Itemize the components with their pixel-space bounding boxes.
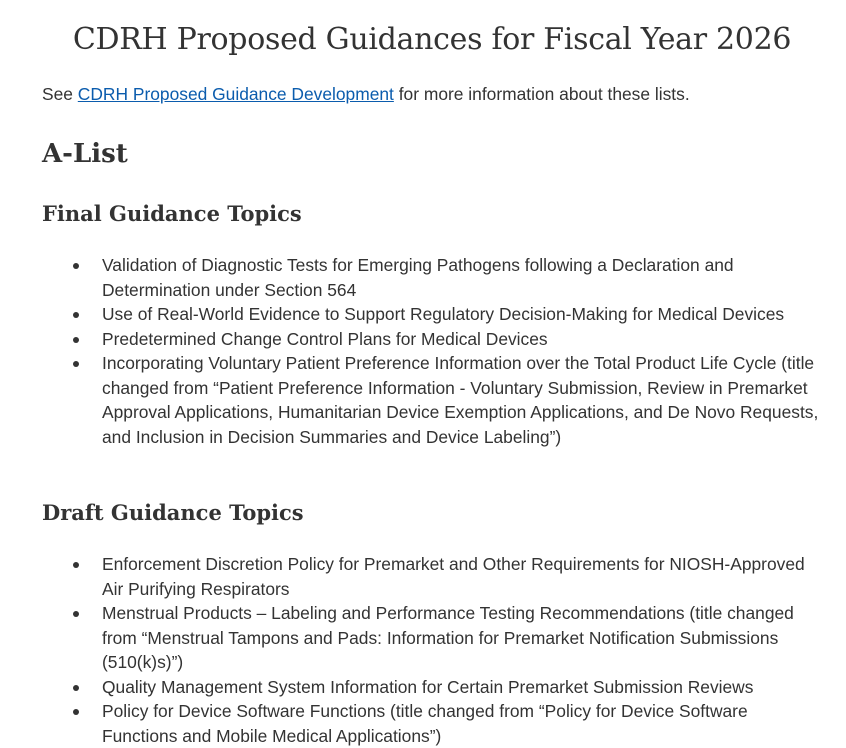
final-guidance-list	[0, 253, 846, 449]
bullet-icon	[73, 361, 79, 367]
intro-suffix: for more information about these lists.	[393, 84, 690, 104]
list-item-text: Validation of Diagnostic Tests for Emerging Pathogens following a Declaration and Determination under Section 564	[102, 255, 734, 300]
list-item	[0, 675, 846, 700]
intro-paragraph	[42, 82, 690, 106]
list-item	[0, 601, 846, 675]
list-item-text: Quality Management System Information for Certain Premarket Submission Reviews	[102, 676, 754, 697]
list-item-text: Use of Real-World Evidence to Support Regulatory Decision-Making for Medical Devices	[102, 304, 785, 324]
bullet-icon	[73, 685, 79, 691]
guidance-development-link[interactable]: CDRH Proposed Guidance Development	[77, 84, 394, 104]
list-item	[0, 351, 846, 449]
page-title: CDRH Proposed Guidances for Fiscal Year 2026	[72, 22, 792, 57]
draft-guidance-list	[0, 552, 846, 748]
list-item-text: Incorporating Voluntary Patient Preference Information over the Total Product Life Cycle (title changed from “Patient Preference Information - Voluntary Submission, Review in Premarket Approval Applications, Humanitarian Device Exemption Applications, and De Novo Requests, and Inclusion in Decision Summaries and Device Labeling”)	[102, 353, 819, 447]
list-item-text: Menstrual Products – Labeling and Performance Testing Recommendations (title changed from “Menstrual Tampons and Pads: Information for Premarket Notification Submissions (510(k)s)”)	[102, 603, 794, 672]
bullet-icon	[73, 337, 79, 343]
bullet-icon	[73, 611, 79, 617]
list-item-text: Predetermined Change Control Plans for Medical Devices	[102, 328, 548, 349]
draft-guidance-heading: Draft Guidance Topics	[42, 500, 304, 525]
list-item	[0, 327, 846, 352]
list-item	[0, 302, 846, 327]
bullet-icon	[73, 709, 79, 715]
list-item	[0, 552, 846, 601]
list-item-text: Policy for Device Software Functions (title changed from “Policy for Device Software Functions and Mobile Medical Applications”)	[102, 701, 748, 746]
bullet-icon	[73, 263, 79, 269]
a-list-heading: A-List	[42, 139, 128, 169]
final-guidance-heading: Final Guidance Topics	[42, 201, 302, 226]
list-item-text: Enforcement Discretion Policy for Premarket and Other Requirements for NIOSH-Approved Air Purifying Respirators	[102, 554, 805, 599]
bullet-icon	[73, 562, 79, 568]
bullet-icon	[73, 312, 79, 318]
intro-prefix: See	[42, 84, 78, 104]
list-item	[0, 699, 846, 748]
list-item	[0, 253, 846, 302]
